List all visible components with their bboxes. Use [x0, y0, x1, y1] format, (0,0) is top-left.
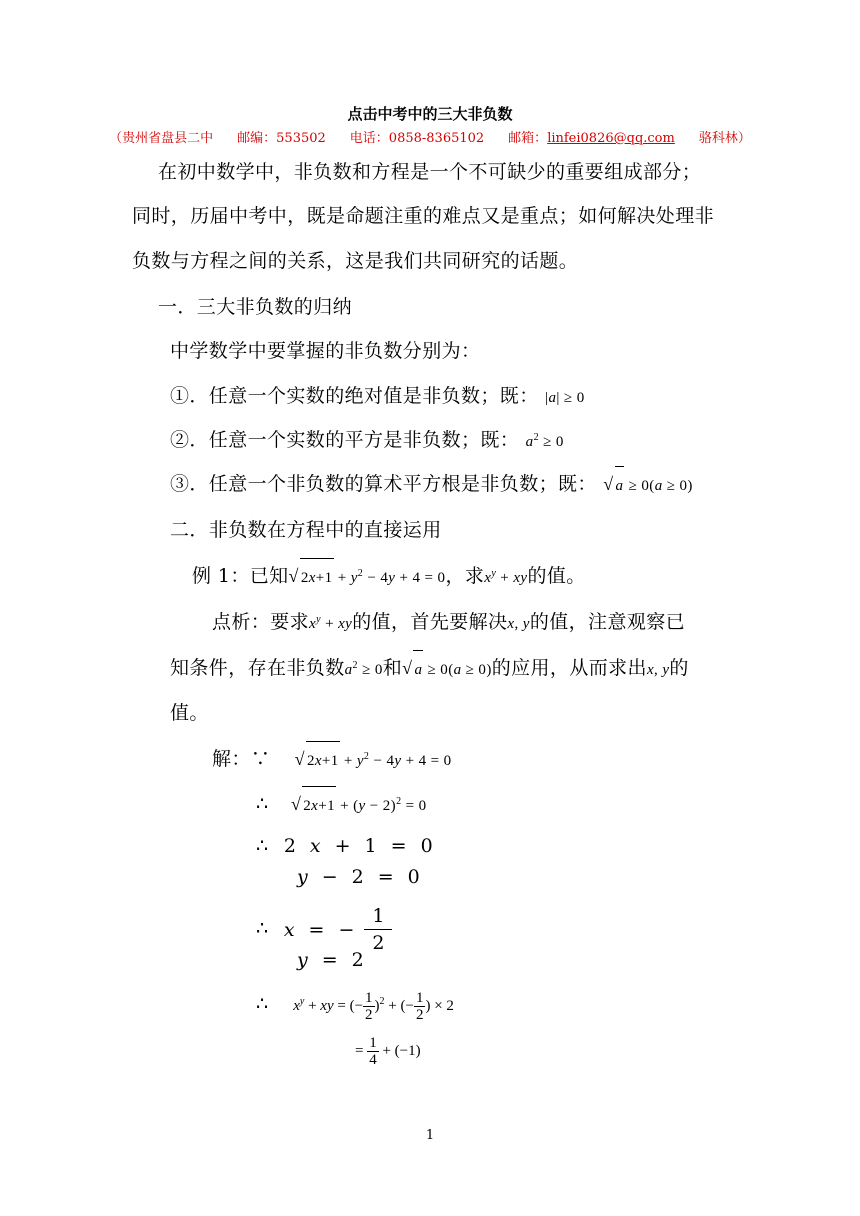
- intro-line-1: 在初中数学中，非负数和方程是一个不可缺少的重要组成部分；: [158, 161, 702, 183]
- substitution-line-2: [355, 1035, 421, 1068]
- item-2-text: ②．任意一个实数的平方是非负数；既：: [170, 429, 520, 451]
- solution-label: 解：: [212, 748, 251, 770]
- therefore-symbol-1: ∴: [256, 793, 269, 815]
- x-equals: x=−: [283, 918, 369, 941]
- analysis-line-1: [212, 603, 685, 644]
- therefore-symbol-4: ∴: [256, 992, 269, 1015]
- author-name: 骆科林）: [698, 131, 751, 146]
- solution-step-3: [256, 835, 447, 857]
- author-email-link[interactable]: linfei0826@qq.com: [547, 131, 675, 146]
- analysis-b1: 知条件，存在非负数: [170, 657, 345, 679]
- example-target: $x^y$ + xy: [484, 568, 528, 586]
- section2-heading: 二．非负数在方程中的直接运用: [170, 519, 442, 541]
- analysis-expr-1: $x^y$ + xy: [309, 614, 353, 632]
- x-fraction: $\frac{1}{2}$: [364, 903, 392, 956]
- analysis-b4: 的: [669, 657, 689, 679]
- analysis-xy-2: x, y: [646, 662, 670, 678]
- analysis-line-3: 值。: [170, 702, 209, 724]
- section1-heading: 一．三大非负数的归纳: [158, 296, 353, 318]
- therefore-symbol-2: ∴: [256, 835, 269, 857]
- analysis-a1: 点析：要求: [212, 611, 310, 633]
- intro-line-2: 同时，历届中考中，既是命题注重的难点又是重点；如何解决处理非: [132, 205, 715, 227]
- section1-lead: 中学数学中要掌握的非负数分别为：: [170, 340, 481, 362]
- author-email-label: 邮箱：: [508, 131, 548, 146]
- analysis-a3: 的值，注意观察已: [529, 611, 686, 633]
- y-equals: [297, 949, 378, 971]
- page-number: 1: [425, 1128, 435, 1143]
- analysis-square: $a^2 \ge 0$: [344, 660, 383, 678]
- nonneg-item-3: [170, 465, 693, 506]
- sqrt-formula: √ a ≥ 0(a ≥ 0): [603, 478, 693, 494]
- item-3-text: ③．任意一个非负数的算术平方根是非负数；既：: [170, 473, 597, 495]
- analysis-line-2: [170, 649, 689, 690]
- substitution-line-2-text: = $\frac{1}{4}$ + (−1): [355, 1035, 421, 1068]
- example-1: [192, 557, 586, 598]
- analysis-xy-1: x, y: [507, 616, 530, 632]
- analysis-sqrt: √ a ≥ 0(a ≥ 0): [402, 662, 492, 678]
- analysis-b2: 和: [382, 657, 403, 679]
- solution-step-2: [256, 785, 427, 826]
- solution-step-5: [256, 990, 454, 1023]
- example-mid: ，求: [445, 565, 485, 587]
- solution-eq-2: √ $2x+1 + (y - 2)^2 = 0$: [291, 798, 427, 814]
- analysis-b3: 的应用，从而求出: [491, 657, 647, 679]
- intro-line-3: 负数与方程之间的关系，这是我们共同研究的话题。: [132, 250, 579, 272]
- example-equation: √ $2x+1 + y^2 - 4y + 4 = 0$: [289, 570, 446, 586]
- square-formula: $a^2 \ge 0$: [525, 432, 564, 450]
- author-phone: 电话：0858-8365102: [349, 131, 485, 146]
- author-email-group: [508, 131, 675, 146]
- author-info: [0, 127, 860, 146]
- substitution-line-1: $x^y$ + xy = (− $\frac{1}{2}$ )$^2$ + (− $\frac{1}{2}$ ) × 2: [293, 990, 454, 1023]
- analysis-a2: 的值，首先要解决: [352, 611, 508, 633]
- equation-y2-text: y−2=0: [297, 866, 434, 888]
- example-end: 的值。: [527, 565, 586, 587]
- therefore-symbol-3: ∴: [256, 917, 269, 940]
- solution-eq-1: √ $2x+1 + y^2 - 4y + 4 = 0$: [295, 753, 452, 769]
- y-equals-text: y=2: [297, 949, 378, 971]
- because-symbol: ∵: [250, 748, 271, 770]
- equation-2x1: 2x+1=0: [283, 835, 447, 857]
- example-label: 例 1：已知: [192, 565, 289, 587]
- nonneg-item-1: [170, 377, 585, 418]
- item-1-text: ①．任意一个实数的绝对值是非负数；既：: [170, 385, 539, 407]
- page-title: 点击中考中的三大非负数: [347, 105, 513, 123]
- equation-y2: [297, 866, 434, 888]
- abs-value-formula: |a| ≥ 0: [545, 390, 585, 406]
- solution-step-1: [212, 740, 452, 781]
- author-school: （贵州省盘县二中: [109, 131, 214, 146]
- author-zip: 邮编：553502: [237, 131, 326, 146]
- nonneg-item-2: [170, 421, 564, 462]
